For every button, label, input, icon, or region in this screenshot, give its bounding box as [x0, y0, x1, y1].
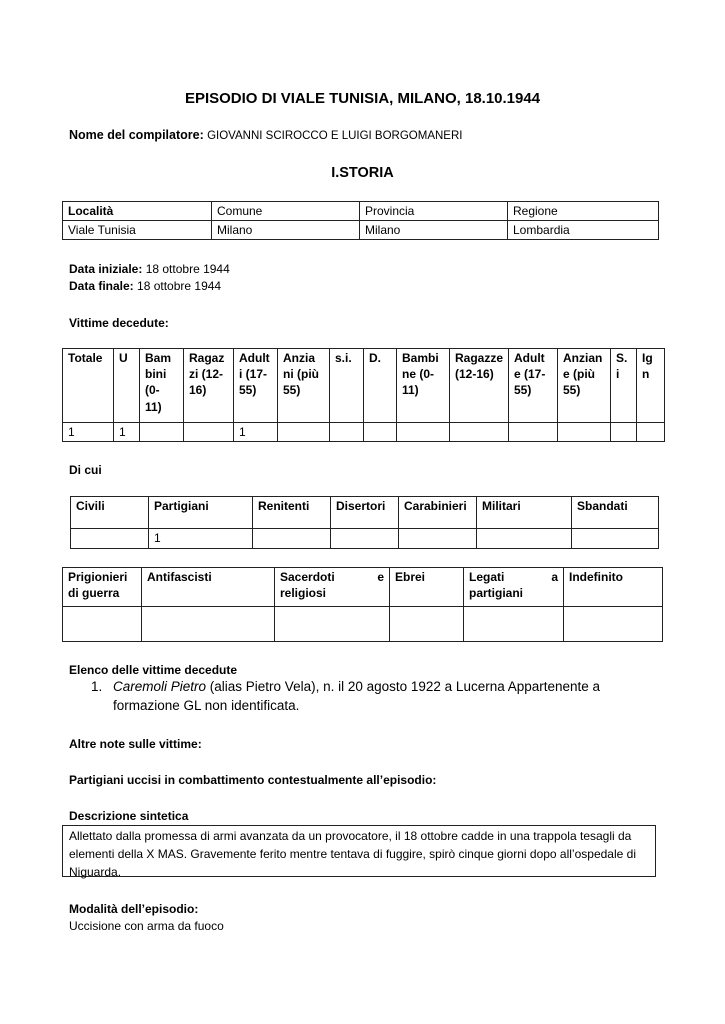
victims-value-ragazzi — [184, 423, 234, 442]
category-header-legati: Legati a partigiani — [464, 568, 564, 607]
categories-table-2 — [62, 567, 663, 642]
category-value-partigiani: 1 — [149, 529, 253, 549]
category-value-sacerdoti — [275, 607, 390, 642]
category-value-civili — [71, 529, 149, 549]
category-header-civili: Civili — [71, 497, 149, 529]
victims-header-ign: Ig n — [637, 349, 665, 423]
victims-header-totale: Totale — [63, 349, 114, 423]
victims-header-si-f: S. i — [611, 349, 637, 423]
victims-value-anziani — [278, 423, 330, 442]
victims-value-anziane — [558, 423, 611, 442]
document-title: EPISODIO DI VIALE TUNISIA, MILANO, 18.10.1944 — [184, 90, 541, 107]
victims-header-anziani: Anzia ni (più 55) — [278, 349, 330, 423]
list-item-number: 1. — [91, 679, 103, 694]
modality-value: Uccisione con arma da fuoco — [69, 919, 224, 933]
location-header-comune: Comune — [212, 202, 360, 221]
category-header-antifascisti: Antifascisti — [142, 568, 275, 607]
compiler-label: Nome del compilatore: — [69, 128, 204, 142]
compiler-line — [69, 127, 462, 145]
victims-header-ragazzi: Ragaz zi (12- 16) — [184, 349, 234, 423]
location-value-provincia: Milano — [360, 221, 508, 240]
victims-heading: Vittime decedute: — [69, 316, 169, 330]
category-value-sbandati — [572, 529, 659, 549]
location-table — [62, 201, 659, 240]
location-value-localita: Viale Tunisia — [63, 221, 212, 240]
category-header-renitenti: Renitenti — [253, 497, 331, 529]
victims-header-adulti: Adult i (17- 55) — [234, 349, 278, 423]
location-header-provincia: Provincia — [360, 202, 508, 221]
list-item-text — [113, 678, 613, 716]
victims-value-d — [364, 423, 397, 442]
location-value-regione: Lombardia — [508, 221, 659, 240]
other-notes-heading: Altre note sulle vittime: — [69, 737, 202, 751]
location-header-regione: Regione — [508, 202, 659, 221]
section-title: I.STORIA — [331, 165, 394, 181]
end-date-value: 18 ottobre 1944 — [137, 279, 222, 293]
location-value-comune: Milano — [212, 221, 360, 240]
category-header-sbandati: Sbandati — [572, 497, 659, 529]
location-header-localita: Località — [63, 202, 212, 221]
categories-table-1 — [70, 496, 659, 549]
category-header-disertori: Disertori — [331, 497, 399, 529]
victims-value-adulti: 1 — [234, 423, 278, 442]
victim-details: (alias Pietro Vela), n. il 20 agosto 1922 a Lucerna Appartenente a formazione GL non identificata. — [113, 679, 601, 713]
category-header-partigiani: Partigiani — [149, 497, 253, 529]
summary-text: Allettato dalla promessa di armi avanzata da un provocatore, il 18 ottobre cadde in una trappola tesagli da elementi della X MAS. Gravemente ferito mentre tentava di fuggire, spirò cinque giorni dopo all’ospedale di Niguarda. — [62, 825, 656, 877]
category-header-indefinito: Indefinito — [564, 568, 663, 607]
di-cui-heading: Di cui — [69, 463, 102, 477]
victims-table — [62, 348, 665, 442]
summary-heading: Descrizione sintetica — [69, 809, 189, 823]
category-header-carabinieri: Carabinieri — [399, 497, 477, 529]
victims-value-si-f — [611, 423, 637, 442]
victims-header-adulte: Adult e (17- 55) — [509, 349, 558, 423]
modality-heading: Modalità dell’episodio: — [69, 902, 199, 916]
victims-header-anziane: Anzian e (più 55) — [558, 349, 611, 423]
category-value-renitenti — [253, 529, 331, 549]
category-value-antifascisti — [142, 607, 275, 642]
category-header-ebrei: Ebrei — [390, 568, 464, 607]
victims-list-heading: Elenco delle vittime decedute — [69, 663, 238, 677]
end-date-label: Data finale: — [69, 279, 134, 293]
category-header-militari: Militari — [477, 497, 572, 529]
category-value-ebrei — [390, 607, 464, 642]
victims-header-d: D. — [364, 349, 397, 423]
victim-name: Caremoli Pietro — [113, 679, 207, 694]
victims-value-adulte — [509, 423, 558, 442]
victims-header-bambini: Bam bini (0- 11) — [140, 349, 184, 423]
category-value-militari — [477, 529, 572, 549]
category-header-prigionieri: Prigionieri di guerra — [63, 568, 142, 607]
victims-header-ragazze: Ragazze (12-16) — [450, 349, 509, 423]
victims-value-ign — [637, 423, 665, 442]
end-date — [69, 278, 221, 294]
partisans-killed-heading: Partigiani uccisi in combattimento contestualmente all’episodio: — [69, 773, 437, 787]
victims-value-ragazze — [450, 423, 509, 442]
victims-value-u: 1 — [114, 423, 140, 442]
category-value-prigionieri — [63, 607, 142, 642]
start-date — [69, 261, 230, 277]
victims-header-bambine: Bambi ne (0- 11) — [397, 349, 450, 423]
start-date-label: Data iniziale: — [69, 262, 143, 276]
start-date-value: 18 ottobre 1944 — [145, 262, 230, 276]
victims-value-bambine — [397, 423, 450, 442]
category-value-legati — [464, 607, 564, 642]
victims-value-si — [330, 423, 364, 442]
category-value-indefinito — [564, 607, 663, 642]
victims-value-totale: 1 — [63, 423, 114, 442]
category-value-disertori — [331, 529, 399, 549]
category-header-sacerdoti: Sacerdoti e religiosi — [275, 568, 390, 607]
compiler-value: GIOVANNI SCIROCCO E LUIGI BORGOMANERI — [207, 130, 463, 142]
victims-header-si: s.i. — [330, 349, 364, 423]
victims-value-bambini — [140, 423, 184, 442]
category-value-carabinieri — [399, 529, 477, 549]
victims-header-u: U — [114, 349, 140, 423]
